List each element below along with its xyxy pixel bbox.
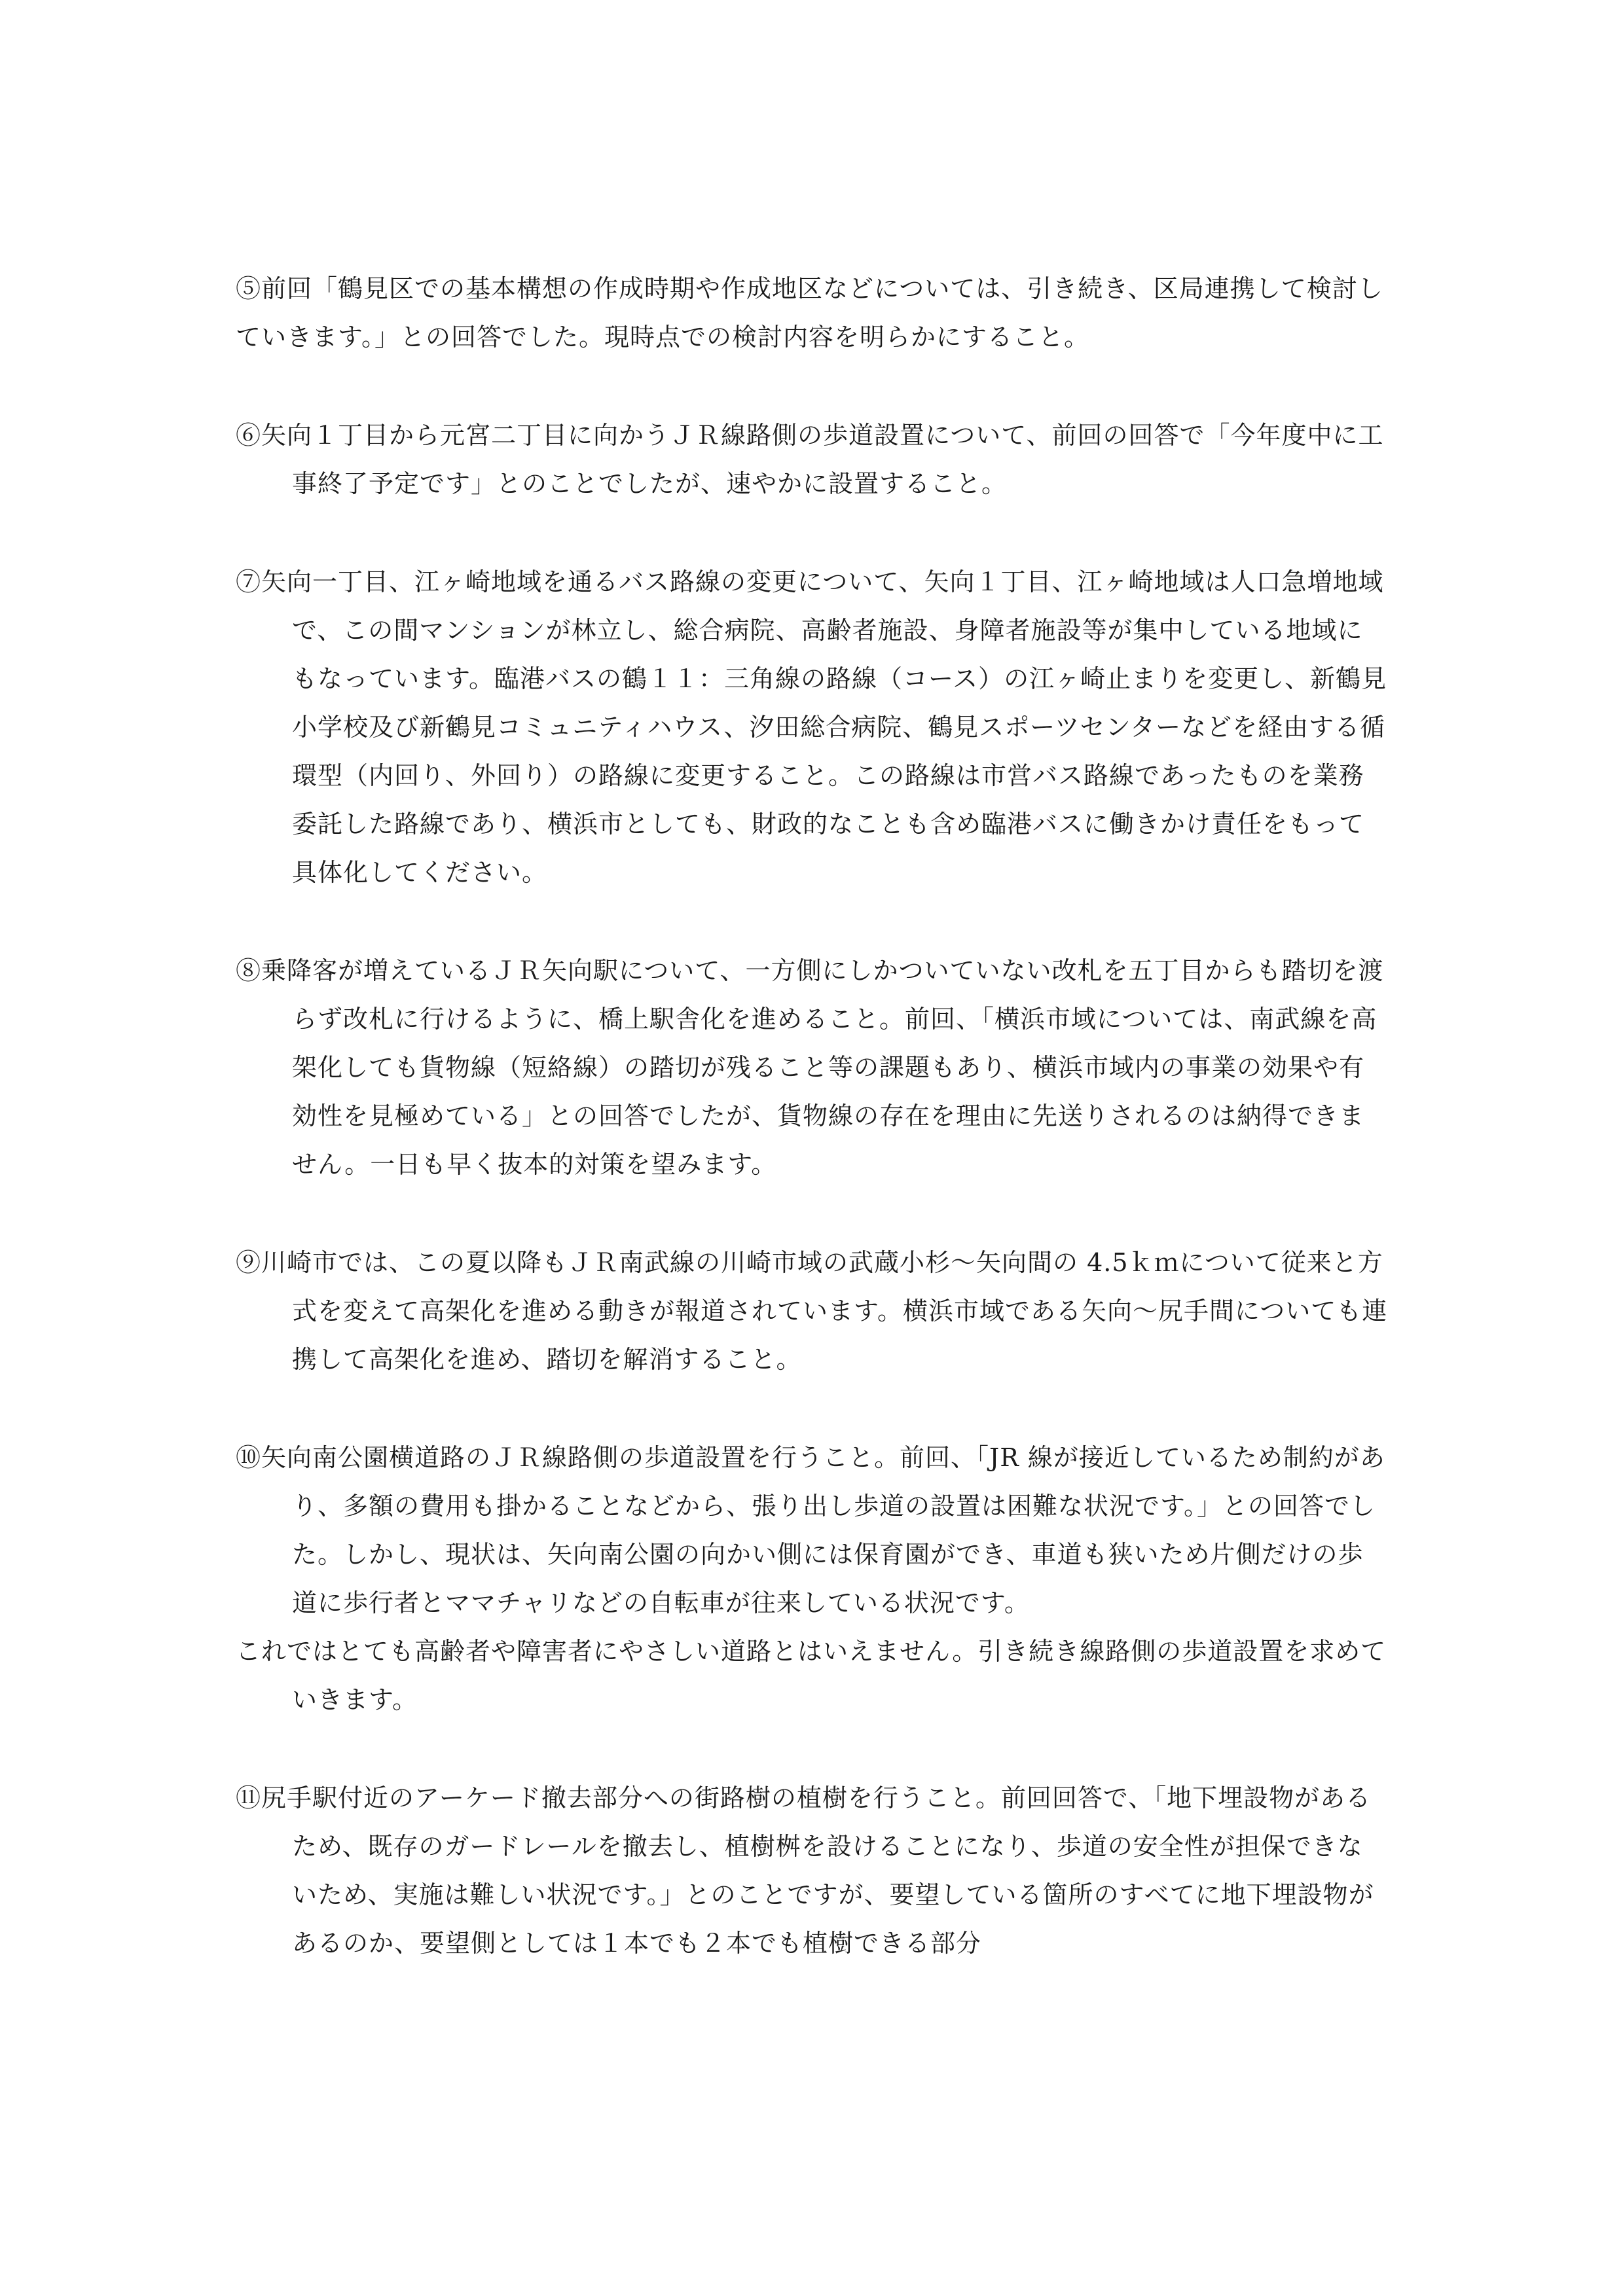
request-item-6: ⑥矢向１丁目から元宮二丁目に向かうＪＲ線路側の歩道設置について、前回の回答で「今年度中に工事終了予定です」とのことでしたが、速やかに設置すること。 [236, 421, 1384, 498]
request-item-5: ⑤前回「鶴見区での基本構想の作成時期や作成地区などについては、引き続き、区局連携して検討していきます。」との回答でした。現時点での検討内容を明らかにすること。 [236, 274, 1383, 351]
request-item-9: ⑨川崎市では、この夏以降もＪＲ南武線の川崎市域の武蔵小杉〜矢向間の 4.5ｋｍについて従来と方式を変えて高架化を進める動きが報道されています。横浜市域である矢向〜尻手間についても連携して高架化を進め、踏切を解消すること。 [236, 1248, 1388, 1374]
request-item-10-continuation: これではとても高齢者や障害者にやさしい道路とはいえません。引き続き線路側の歩道設置を求めていきます。 [236, 1637, 1387, 1714]
request-item-8: ⑧乗降客が増えているＪＲ矢向駅について、一方側にしかついていない改札を五丁目からも踏切を渡らず改札に行けるように、橋上駅舎化を進めること。前回、「横浜市域については、南武線を高架化しても貨物線（短絡線）の踏切が残ること等の課題もあり、横浜市域内の事業の効果や有効性を見極めている」との回答でしたが、貨物線の存在を理由に先送りされるのは納得できません。一日も早く抜本的対策を望みます。 [236, 956, 1384, 1179]
document-body [236, 264, 1388, 2017]
request-item-11: ⑪尻手駅付近のアーケード撤去部分への街路樹の植樹を行うこと。前回回答で、「地下埋設物があるため、既存のガードレールを撤去し、植樹桝を設けることになり、歩道の安全性が担保できないため、実施は難しい状況です。」とのことですが、要望している箇所のすべてに地下埋設物があるのか、要望側としては１本でも２本でも植樹できる部分 [236, 1784, 1374, 1958]
request-item-10: ⑩矢向南公園横道路のＪＲ線路側の歩道設置を行うこと。前回、「JR 線が接近しているため制約があり、多額の費用も掛かることなどから、張り出し歩道の設置は困難な状況です。」との回答でした。しかし、現状は、矢向南公園の向かい側には保育園ができ、車道も狭いため片側だけの歩道に歩行者とママチャリなどの自転車が往来している状況です。 [236, 1443, 1385, 1617]
request-item-7: ⑦矢向一丁目、江ヶ崎地域を通るバス路線の変更について、矢向１丁目、江ヶ崎地域は人口急増地域で、この間マンションが林立し、総合病院、高齢者施設、身障者施設等が集中している地域にもなっています。臨港バスの鶴１１：三角線の路線（コース）の江ヶ崎止まりを変更し、新鶴見小学校及び新鶴見コミュニティハウス、汐田総合病院、鶴見スポーツセンターなどを経由する循環型（内回り、外回り）の路線に変更すること。この路線は市営バス路線であったものを業務委託した路線であり、横浜市としても、財政的なことも含め臨港バスに働きかけ責任をもって具体化してください。 [236, 567, 1387, 887]
